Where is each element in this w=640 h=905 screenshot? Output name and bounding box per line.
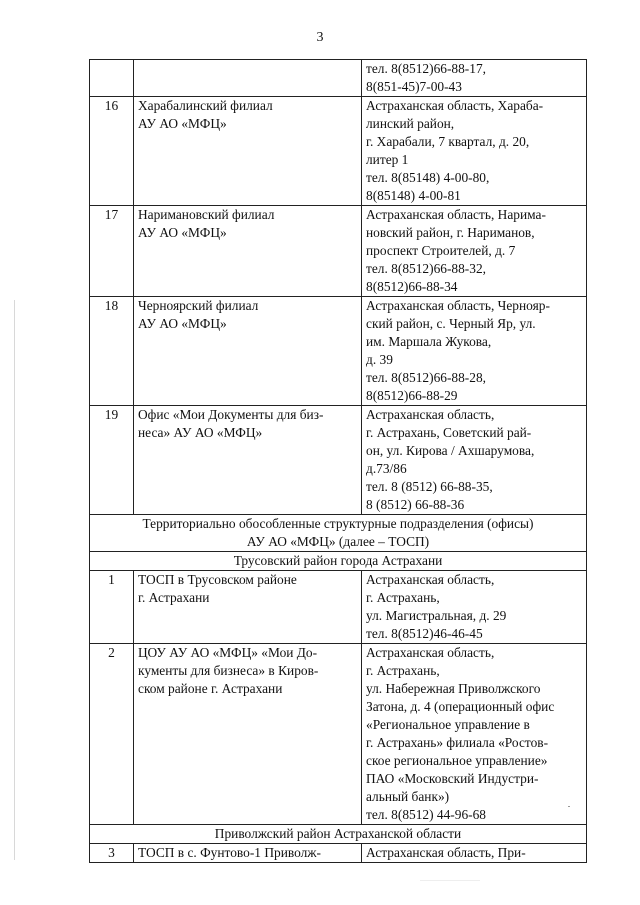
office-address-line: Астраханская область, Нарима- — [366, 207, 546, 222]
district-heading-row — [90, 825, 587, 844]
scan-edge-line — [14, 300, 15, 860]
office-address-line: ПАО «Московский Индустри- — [366, 771, 539, 786]
row-number: 1 — [90, 571, 134, 644]
office-name-line: Наримановский филиал — [138, 207, 275, 222]
office-address-line: д.73/86 — [366, 461, 407, 476]
office-address-line: 8 (8512) 66-88-36 — [366, 497, 465, 512]
office-address-line: ское региональное управление» — [366, 753, 548, 768]
office-address-line: альный банк») — [366, 789, 450, 804]
office-address-line: Астраханская область, — [366, 645, 495, 660]
office-address-line: Астраханская область, — [366, 572, 495, 587]
offices-table-body — [90, 60, 587, 863]
district-heading-row — [90, 552, 587, 571]
office-address-line: г. Харабали, 7 квартал, д. 20, — [366, 134, 530, 149]
office-address-line: Астраханская область, Хараба- — [366, 98, 544, 113]
section-heading-row — [90, 515, 587, 552]
office-address — [362, 844, 587, 863]
table-row — [90, 206, 587, 297]
office-address — [362, 644, 587, 825]
table-row — [90, 571, 587, 644]
page-number: 3 — [316, 30, 324, 45]
row-number: 19 — [90, 406, 134, 515]
offices-table — [89, 59, 587, 863]
office-address-line: линский район, — [366, 116, 455, 131]
office-name-line: ТОСП в с. Фунтово-1 Приволж- — [138, 845, 322, 860]
office-name-line: Офис «Мои Документы для биз- — [138, 407, 324, 422]
office-address-line: 8(851-45)7-00-43 — [366, 79, 462, 94]
office-name-line: АУ АО «МФЦ» — [138, 225, 227, 240]
office-name — [134, 60, 362, 97]
office-address-line: д. 39 — [366, 352, 393, 367]
office-address-line: «Региональное управление в — [366, 717, 530, 732]
office-address-line: 8(8512)66-88-29 — [366, 388, 458, 403]
district-heading-line: Трусовский район города Астрахани — [233, 553, 443, 568]
office-name — [134, 644, 362, 825]
office-address-line: Астраханская область, — [366, 407, 495, 422]
office-address-line: Затона, д. 4 (операционный офис — [366, 699, 555, 714]
office-address-line: тел. 8(85148) 4-00-80, — [366, 170, 490, 185]
section-heading-line: АУ АО «МФЦ» (далее – ТОСП) — [246, 534, 430, 549]
row-number — [90, 60, 134, 97]
office-address-line: проспект Строителей, д. 7 — [366, 243, 516, 258]
office-address-line: г. Астрахань, — [366, 663, 440, 678]
office-address-line: г. Астрахань, Советский рай- — [366, 425, 532, 440]
office-address-line: тел. 8(8512)66-88-28, — [366, 370, 487, 385]
office-name-line: неса» АУ АО «МФЦ» — [138, 425, 263, 440]
office-address-line: тел. 8 (8512) 66-88-35, — [366, 479, 493, 494]
office-address-line: 8(8512)66-88-34 — [366, 279, 458, 294]
office-address-line: ский район, с. Черный Яр, ул. — [366, 316, 536, 331]
row-number: 16 — [90, 97, 134, 206]
office-address-line: ул. Набережная Приволжского — [366, 681, 541, 696]
office-address-line: 8(85148) 4-00-81 — [366, 188, 461, 203]
office-name-line: кументы для бизнеса» в Киров- — [138, 663, 319, 678]
district-heading-line: Приволжский район Астраханской области — [214, 826, 462, 841]
office-name — [134, 297, 362, 406]
office-name-line: АУ АО «МФЦ» — [138, 316, 227, 331]
office-address — [362, 60, 587, 97]
table-row — [90, 644, 587, 825]
scan-speck — [568, 806, 570, 807]
table-row — [90, 60, 587, 97]
office-address-line: им. Маршала Жукова, — [366, 334, 492, 349]
office-name — [134, 406, 362, 515]
section-heading — [90, 515, 587, 552]
office-address-line: новский район, г. Нариманов, — [366, 225, 535, 240]
office-address-line: тел. 8(8512)66-88-32, — [366, 261, 487, 276]
district-heading — [90, 552, 587, 571]
office-address-line: тел. 8(8512)46-46-45 — [366, 626, 483, 641]
office-name-line: ТОСП в Трусовском районе — [138, 572, 297, 587]
office-address-line: ул. Магистральная, д. 29 — [366, 608, 507, 623]
office-name-line: АУ АО «МФЦ» — [138, 116, 227, 131]
office-address — [362, 406, 587, 515]
office-address-line: Астраханская область, При- — [366, 845, 526, 860]
row-number: 17 — [90, 206, 134, 297]
office-address-line: литер 1 — [366, 152, 409, 167]
office-address — [362, 571, 587, 644]
table-row — [90, 97, 587, 206]
section-heading-line: Территориально обособленные структурные подразделения (офисы) — [142, 516, 534, 531]
office-address — [362, 297, 587, 406]
office-address-line: тел. 8(8512)66-88-17, — [366, 61, 487, 76]
office-address-line: тел. 8(8512) 44-96-68 — [366, 807, 487, 822]
table-row — [90, 844, 587, 863]
office-name — [134, 844, 362, 863]
scan-speck — [420, 880, 480, 881]
row-number: 2 — [90, 644, 134, 825]
office-address-line: он, ул. Кирова / Ахшарумова, — [366, 443, 535, 458]
office-address-line: г. Астрахань» филиала «Ростов- — [366, 735, 549, 750]
office-name-line: ЦОУ АУ АО «МФЦ» «Мои До- — [138, 645, 318, 660]
row-number: 18 — [90, 297, 134, 406]
office-address — [362, 206, 587, 297]
table-row — [90, 406, 587, 515]
table-row — [90, 297, 587, 406]
office-name-line: Черноярский филиал — [138, 298, 259, 313]
row-number: 3 — [90, 844, 134, 863]
office-name — [134, 97, 362, 206]
office-address — [362, 97, 587, 206]
office-name-line: ском районе г. Астрахани — [138, 681, 283, 696]
office-address-line: Астраханская область, Чернояр- — [366, 298, 550, 313]
district-heading — [90, 825, 587, 844]
office-name-line: г. Астрахани — [138, 590, 210, 605]
office-address-line: г. Астрахань, — [366, 590, 440, 605]
office-name — [134, 571, 362, 644]
office-name-line: Харабалинский филиал — [138, 98, 273, 113]
office-name — [134, 206, 362, 297]
